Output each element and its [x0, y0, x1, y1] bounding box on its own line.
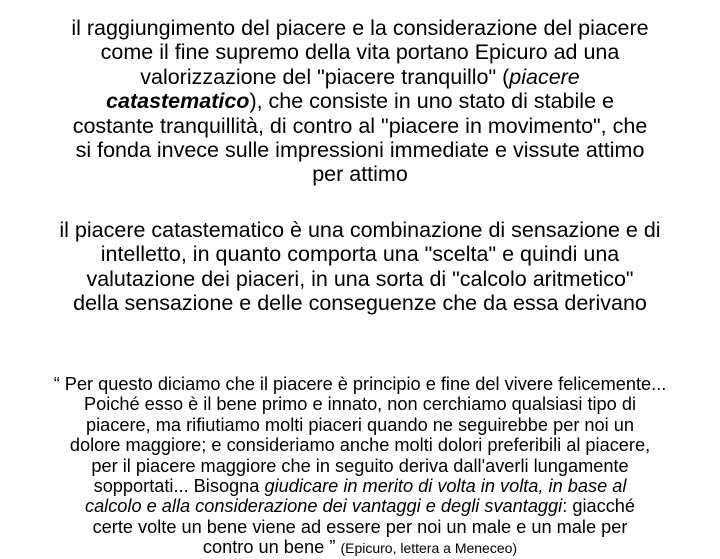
- quote-line: Poiché esso è il bene primo e innato, non cerchiamo qualsiasi tipo di: [83, 394, 636, 415]
- quote-line: dolore maggiore; e consideriamo anche molti dolori preferibili al piacere,: [69, 435, 651, 456]
- text-line: della sensazione e delle conseguenze che da essa derivano: [73, 291, 647, 316]
- quote-line: [0, 496, 720, 516]
- text-span: ), che consiste in uno stato di stabile e: [249, 89, 614, 114]
- text-span: sopportati... Bisogna: [93, 476, 265, 497]
- italic-term: piacere: [509, 64, 580, 89]
- citation-reference: (Epicuro, lettera a Meneceo): [340, 540, 518, 557]
- text-line: valutazione dei piaceri, in una sorta di "calcolo aritmetico": [86, 266, 634, 291]
- paragraph-piacere-catastematico-definition: [0, 218, 720, 316]
- text-span: contro un bene ”: [202, 537, 341, 558]
- paragraph-piacere-catastematico-intro: [0, 16, 720, 187]
- text-line: costante tranquillità, di contro al "piacere in movimento", che: [72, 113, 648, 138]
- quote-line: piacere, ma rifiutiamo molti piaceri quando ne seguirebbe per noi un: [86, 414, 634, 435]
- text-line: si fonda invece sulle impressioni immediate e vissute attimo: [75, 138, 645, 163]
- quote-epicuro-meneceo: [0, 374, 720, 559]
- quote-line: certe volte un bene viene ad essere per noi un male e un male per: [92, 516, 628, 537]
- text-line: [0, 65, 720, 89]
- quote-line: [0, 537, 720, 558]
- text-span: valorizzazione del "piacere tranquillo" (: [140, 64, 510, 89]
- text-line: come il fine supremo della vita portano Epicuro ad una: [100, 40, 620, 65]
- text-line: il raggiungimento del piacere e la considerazione del piacere: [71, 16, 649, 40]
- text-span: : giacché: [562, 496, 636, 517]
- italic-phrase: giudicare in merito di volta in volta, in base al: [264, 476, 627, 497]
- quote-line: [0, 476, 720, 496]
- text-line: intelletto, in quanto comporta una "scelta" e quindi una: [100, 242, 620, 267]
- bold-italic-term: catastematico: [106, 89, 250, 114]
- quote-line: “ Per questo diciamo che il piacere è principio e fine del vivere felicemente...: [53, 374, 667, 394]
- text-line: per attimo: [312, 162, 408, 187]
- text-line: [0, 89, 720, 113]
- quote-line: per il piacere maggiore che in seguito deriva dall'averli lungamente: [91, 455, 629, 476]
- italic-phrase: calcolo e alla considerazione dei vantaggi e degli svantaggi: [84, 496, 563, 517]
- text-line: il piacere catastematico è una combinazione di sensazione e di: [59, 218, 661, 242]
